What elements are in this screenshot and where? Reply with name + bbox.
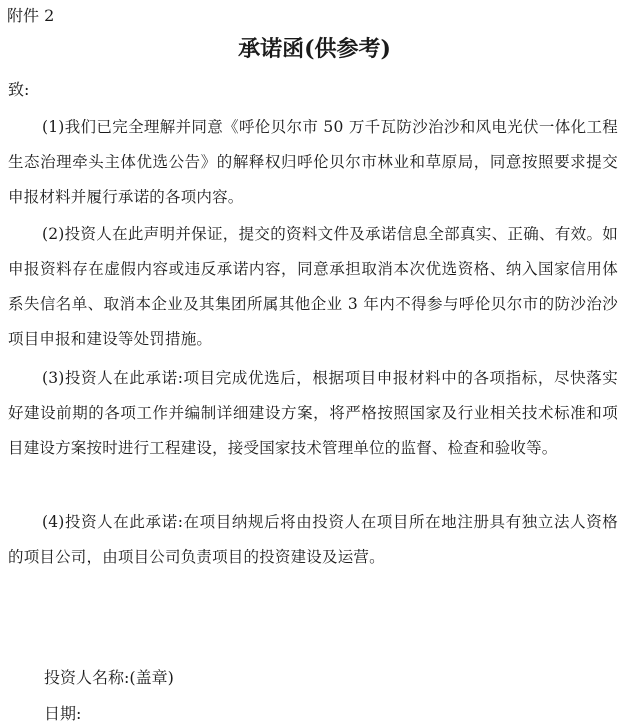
- commitment-paragraph-2: (2)投资人在此声明并保证，提交的资料文件及承诺信息全部真实、正确、有效。如申报资料存在虚假内容或违反承诺内容，同意承担取消本次优选资格、纳入国家信用体系失信名单、取消本企业及其集团所属其他企业 3 年内不得参与呼伦贝尔市的防沙治沙项目申报和建设等处罚措施。: [8, 225, 618, 348]
- salutation: 致:: [8, 80, 30, 99]
- investor-name-label: 投资人名称:(盖章): [44, 668, 174, 687]
- commitment-paragraph-4: (4)投资人在此承诺:在项目纳规后将由投资人在项目所在地注册具有独立法人资格的项目公司，由项目公司负责项目的投资建设及运营。: [8, 513, 618, 566]
- commitment-paragraph-1: (1)我们已完全理解并同意《呼伦贝尔市 50 万千瓦防沙治沙和风电光伏一体化工程生态治理牵头主体优选公告》的解释权归呼伦贝尔市林业和草原局，同意按照要求提交申报材料并履行承诺的各项内容。: [8, 118, 618, 206]
- date-label: 日期:: [44, 704, 82, 723]
- annex-label: 附件 2: [7, 6, 55, 25]
- document-title: 承诺函(供参考): [238, 36, 391, 62]
- commitment-paragraph-3: (3)投资人在此承诺:项目完成优选后，根据项目申报材料中的各项指标，尽快落实好建设前期的各项工作并编制详细建设方案，将严格按照国家及行业相关技术标准和项目建设方案按时进行工程建设，接受国家技术管理单位的监督、检查和验收等。: [8, 369, 618, 457]
